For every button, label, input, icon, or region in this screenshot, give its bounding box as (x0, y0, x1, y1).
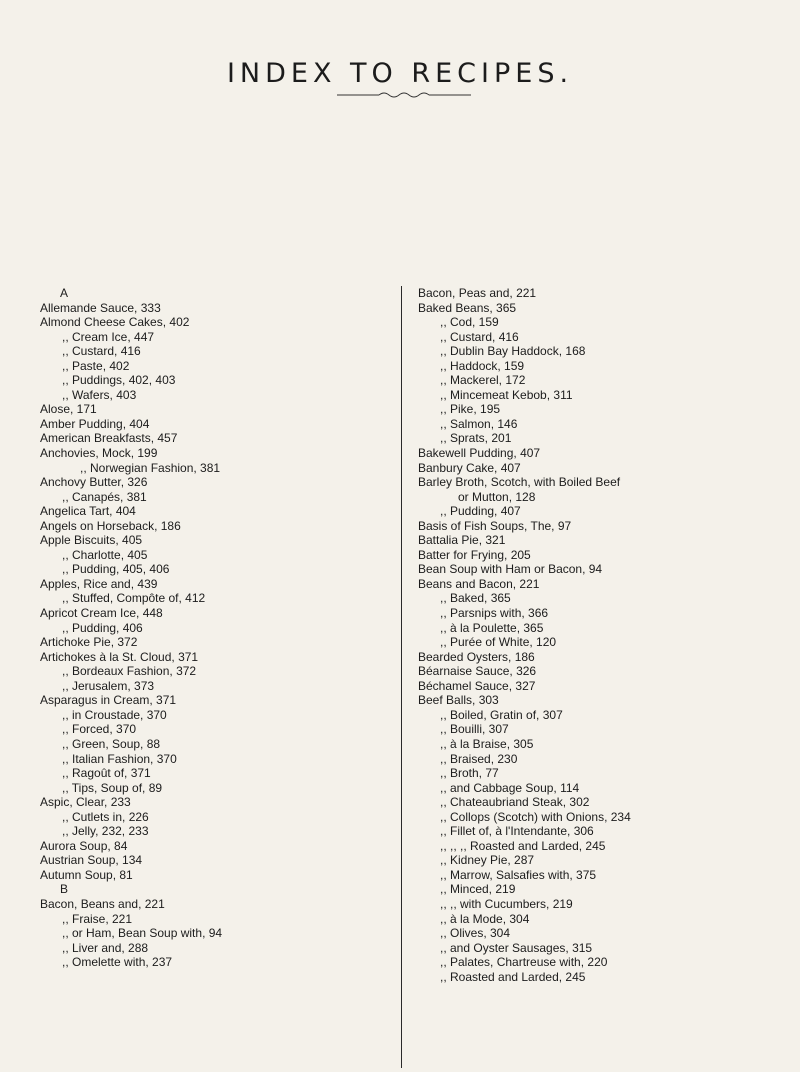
index-entry: ,, Bouilli, 307 (440, 722, 509, 737)
index-entry: ,, Parsnips with, 366 (440, 606, 549, 621)
index-entry: Béchamel Sauce, 327 (418, 678, 536, 693)
index-entry: Béarnaise Sauce, 326 (418, 664, 537, 679)
index-entry: ,, Collops (Scotch) with Onions, 234 (440, 809, 631, 824)
index-entry: Beef Balls, 303 (418, 693, 499, 708)
index-entry: Almond Cheese Cakes, 402 (40, 315, 190, 330)
index-entry: ,, ,, ,, Roasted and Larded, 245 (440, 838, 606, 853)
index-entry: ,, Pudding, 406 (62, 620, 143, 635)
index-entry: ,, Cod, 159 (440, 315, 499, 330)
index-entry: American Breakfasts, 457 (40, 431, 178, 446)
index-entry: ,, à la Poulette, 365 (440, 620, 544, 635)
index-entry: ,, Dublin Bay Haddock, 168 (440, 344, 586, 359)
index-entry: Bakewell Pudding, 407 (418, 446, 541, 461)
index-entry: ,, Pike, 195 (440, 402, 501, 417)
index-entry: ,, Braised, 230 (440, 751, 518, 766)
page-title: INDEX TO RECIPES. (226, 58, 574, 90)
index-entry: ,, Mincemeat Kebob, 311 (440, 387, 573, 402)
index-entry: ,, à la Braise, 305 (440, 736, 534, 751)
index-entry: ,, Salmon, 146 (440, 416, 518, 431)
index-entry: ,, Cream Ice, 447 (62, 329, 155, 344)
index-entry: Bearded Oysters, 186 (418, 649, 535, 664)
index-entry: ,, Omelette with, 237 (62, 955, 173, 970)
index-entry: ,, Haddock, 159 (440, 358, 525, 373)
section-letter: B (59, 882, 68, 897)
index-entry: ,, Norwegian Fashion, 381 (80, 460, 221, 475)
index-entry: ,, and Cabbage Soup, 114 (440, 780, 580, 795)
index-entry: Alose, 171 (40, 402, 97, 417)
index-entry: Austrian Soup, 134 (40, 853, 143, 868)
index-entry: Bacon, Peas and, 221 (418, 286, 537, 300)
index-entry: Battalia Pie, 321 (418, 533, 506, 548)
index-entry: Artichokes à la St. Cloud, 371 (40, 649, 199, 664)
index-entry: ,, Wafers, 403 (62, 387, 137, 402)
index-entry: ,, Custard, 416 (62, 344, 141, 359)
index-entry: ,, ,, with Cucumbers, 219 (440, 896, 573, 911)
index-entry: Apple Biscuits, 405 (40, 533, 143, 548)
index-entry: Angelica Tart, 404 (40, 504, 136, 519)
index-entry: ,, in Croustade, 370 (62, 707, 167, 722)
index-entry: ,, Canapés, 381 (62, 489, 147, 504)
index-entry: Amber Pudding, 404 (40, 416, 150, 431)
index-entry: Apples, Rice and, 439 (40, 576, 158, 591)
index-entry: ,, Bordeaux Fashion, 372 (62, 664, 197, 679)
index-entry: ,, Ragoût of, 371 (62, 766, 151, 781)
index-entry: ,, Marrow, Salsafies with, 375 (440, 867, 597, 882)
ornament-divider-icon (337, 90, 471, 100)
index-entry: ,, Stuffed, Compôte of, 412 (62, 591, 206, 606)
index-entry: ,, Pudding, 407 (440, 504, 521, 519)
index-entry: Anchovy Butter, 326 (40, 475, 148, 490)
index-entry: ,, Charlotte, 405 (62, 547, 148, 562)
index-entry: ,, Fraise, 221 (62, 911, 133, 926)
index-entry: ,, Mackerel, 172 (440, 373, 526, 388)
index-entry: ,, Olives, 304 (440, 926, 511, 941)
index-column-left (40, 286, 395, 970)
index-entry: Anchovies, Mock, 199 (40, 446, 158, 461)
index-entry: ,, Italian Fashion, 370 (62, 751, 177, 766)
index-entry: ,, and Oyster Sausages, 315 (440, 940, 593, 955)
index-entry: Apricot Cream Ice, 448 (40, 606, 163, 621)
index-entry: ,, Baked, 365 (440, 591, 511, 606)
index-entry: Angels on Horseback, 186 (40, 518, 181, 533)
index-entry: ,, Roasted and Larded, 245 (440, 969, 586, 984)
index-entry: ,, Tips, Soup of, 89 (62, 780, 163, 795)
column-divider (401, 286, 402, 1068)
index-entry: Allemande Sauce, 333 (40, 300, 161, 315)
index-entry: ,, Puddings, 402, 403 (62, 373, 176, 388)
index-entry: ,, Minced, 219 (440, 882, 516, 897)
index-entry: Batter for Frying, 205 (418, 547, 531, 562)
index-entry: Banbury Cake, 407 (418, 460, 521, 475)
index-entry: Baked Beans, 365 (418, 300, 517, 315)
index-entry: Aspic, Clear, 233 (40, 795, 131, 810)
index-entry: ,, Broth, 77 (440, 766, 499, 781)
index-entry: ,, Paste, 402 (62, 358, 130, 373)
index-entry: Basis of Fish Soups, The, 97 (418, 518, 572, 533)
index-entry: ,, Chateaubriand Steak, 302 (440, 795, 590, 810)
index-entry: ,, Pudding, 405, 406 (62, 562, 170, 577)
index-entry: or Mutton, 128 (458, 489, 536, 504)
index-entry: Autumn Soup, 81 (40, 867, 133, 882)
index-entry: ,, Liver and, 288 (62, 940, 149, 955)
index-entry: ,, Purée of White, 120 (440, 635, 557, 650)
index-column-right (418, 286, 798, 984)
index-entry: Asparagus in Cream, 371 (40, 693, 177, 708)
index-entry: ,, Jelly, 232, 233 (62, 824, 149, 839)
index-entry: ,, Boiled, Gratin of, 307 (440, 707, 563, 722)
index-entry: ,, Kidney Pie, 287 (440, 853, 535, 868)
index-entry: Barley Broth, Scotch, with Boiled Beef (418, 475, 621, 490)
index-entry: ,, Cutlets in, 226 (62, 809, 149, 824)
index-entry: Beans and Bacon, 221 (418, 576, 540, 591)
index-entry: ,, Green, Soup, 88 (62, 736, 161, 751)
index-entry: Bacon, Beans and, 221 (40, 896, 165, 911)
index-entry: ,, or Ham, Bean Soup with, 94 (62, 926, 223, 941)
section-letter: A (59, 286, 68, 300)
index-entry: Bean Soup with Ham or Bacon, 94 (418, 562, 603, 577)
index-entry: ,, Fillet of, à l'Intendante, 306 (440, 824, 594, 839)
index-entry: ,, Forced, 370 (62, 722, 137, 737)
index-entry: ,, Jerusalem, 373 (62, 678, 155, 693)
index-entry: Artichoke Pie, 372 (40, 635, 138, 650)
index-entry: ,, Custard, 416 (440, 329, 519, 344)
index-entry: ,, Sprats, 201 (440, 431, 512, 446)
index-entry: ,, à la Mode, 304 (440, 911, 530, 926)
index-entry: Aurora Soup, 84 (40, 838, 128, 853)
index-entry: ,, Palates, Chartreuse with, 220 (440, 955, 608, 970)
